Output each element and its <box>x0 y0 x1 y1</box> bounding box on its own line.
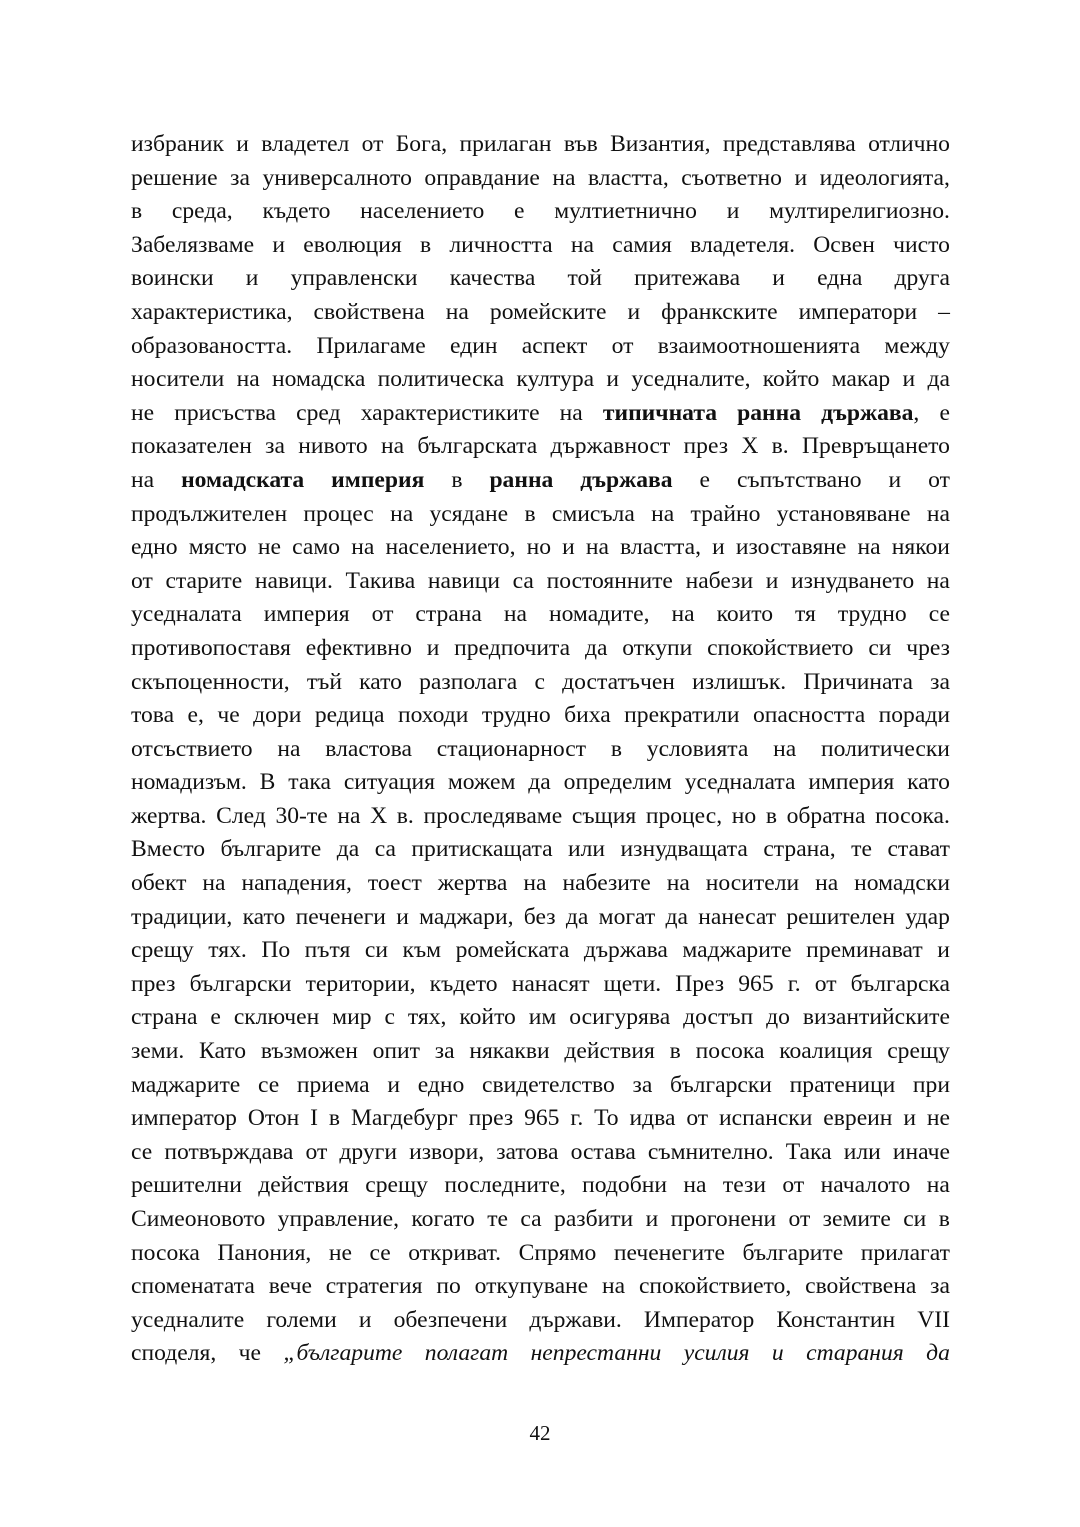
text-line: решение за универсалното оправдание на властта, съответно и идеологията, <box>131 164 950 191</box>
text-line: показателен за нивото на българската държавност през X в. Превръщането <box>131 433 950 460</box>
text-line: обект на нападения, тоест жертва на набезите на носители на номадски <box>131 870 950 897</box>
text-line: уседналите големи и обезпечени държави. Император Константин VII <box>131 1306 950 1333</box>
text-line: от старите навици. Такива навици са постоянните набези и изнудването на <box>131 567 950 594</box>
text-line: продължителен процес на усядане в смисъла на трайно установяване на <box>131 500 950 527</box>
text-line: воински и управленски качества той притежава и една друга <box>131 265 950 292</box>
text-line: избраник и владетел от Бога, прилаган във Византия, представлява отлично <box>131 131 950 157</box>
text-line: маджарите се приема и едно свидетелство за български пратеници при <box>131 1071 950 1098</box>
text-line: номадизъм. В така ситуация можем да определим уседналата империя като <box>131 769 950 796</box>
text-line: на номадската империя в ранна държава е съпътствано и от <box>131 466 950 493</box>
text-line: едно място не само на населението, но и на властта, и изоставяне на някои <box>131 534 950 561</box>
text-line: противопоставя ефективно и предпочита да откупи спокойствието си чрез <box>131 634 950 661</box>
text-line: страна е сключен мир с тях, който им осигурява достъп до византийските <box>131 1004 950 1031</box>
text-line: носители на номадска политическа култура и уседналите, който макар и да <box>131 366 950 393</box>
text-line: земи. Като възможен опит за някакви действия в посока коалиция срещу <box>131 1038 950 1065</box>
page-number: 42 <box>529 1421 551 1445</box>
text-line: скъпоценности, тъй като разполага с достатъчен излишък. Причината за <box>131 668 950 695</box>
body-text <box>131 128 950 1371</box>
text-line: се потвърждава от други извори, затова остава съмнително. Така или иначе <box>131 1138 950 1165</box>
text-line: император Отон I в Магдебург през 965 г. То идва от испански евреин и не <box>131 1105 950 1132</box>
text-line: Вместо българите да са притискащата или изнудващата страна, те стават <box>131 836 950 863</box>
text-line: уседналата империя от страна на номадите, на които тя трудно се <box>131 601 950 628</box>
text-line: Симеоновото управление, когато те са разбити и прогонени от земите си в <box>131 1206 950 1232</box>
text-line: това е, че дори редица походи трудно биха прекратили опасността поради <box>131 702 950 729</box>
text-line: споделя, че „българите полагат непрестанни усилия и старания да <box>131 1340 950 1367</box>
text-line: посока Панония, не се откриват. Спрямо печенегите българите прилагат <box>131 1239 950 1266</box>
text-line: Забелязваме и еволюция в личността на самия владетеля. Освен чисто <box>131 231 950 258</box>
text-line: решителни действия срещу последните, подобни на тези от началото на <box>131 1172 950 1199</box>
text-line: характеристика, свойствена на ромейските и франкските императори – <box>131 298 950 325</box>
text-line: традиции, като печенеги и маджари, без да могат да нанесат решителен удар <box>131 903 950 930</box>
text-line: отсъствието на властова стационарност в условията на политически <box>131 735 950 762</box>
text-line: през български територии, където нанасят щети. През 965 г. от българска <box>131 970 950 997</box>
text-line: образоваността. Прилагаме един аспект от взаимоотношенията между <box>131 332 950 359</box>
text-line: в среда, където населението е мултиетнично и мултирелигиозно. <box>131 198 950 225</box>
text-line: споменатата вече стратегия по откупуване на спокойствието, свойствена за <box>131 1273 950 1300</box>
text-line: не присъства сред характеристиките на типичната ранна държава, е <box>131 399 950 426</box>
text-line: срещу тях. По пътя си към ромейската държава маджарите преминават и <box>131 937 950 964</box>
text-line: жертва. След 30-те на X в. проследяваме същия процес, но в обратна посока. <box>131 802 950 829</box>
